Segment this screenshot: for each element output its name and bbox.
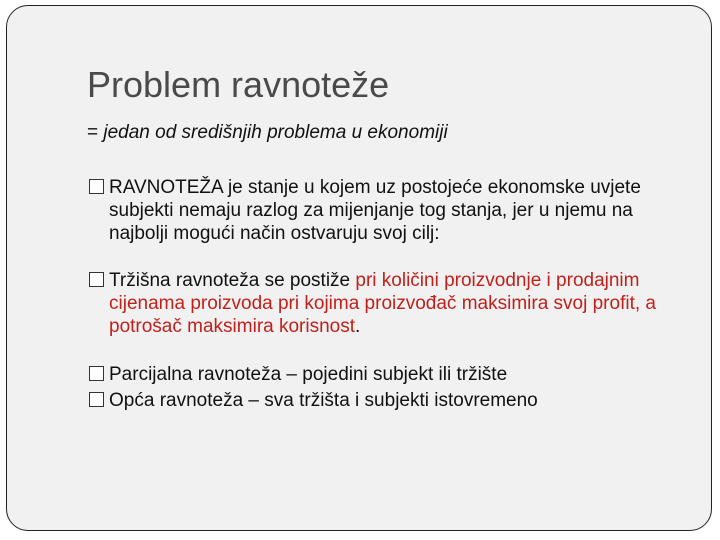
bullet-item xyxy=(89,176,689,245)
checkbox-square-icon xyxy=(89,179,104,194)
slide-title: Problem ravnoteže xyxy=(87,64,390,105)
bullet-list xyxy=(89,176,689,412)
bullet-text: Parcijalna ravnoteža – pojedini subjekt ili tržište xyxy=(109,364,508,385)
bullet-text-highlight: pri količini proizvodnje i prodajnim cijenama proizvoda pri kojima proizvođač maksimira svoj profit, a potrošač maksimira korisnost xyxy=(109,270,656,337)
bullet-text-end: . xyxy=(355,316,361,337)
bullet-item xyxy=(89,269,689,338)
checkbox-square-icon xyxy=(89,366,104,381)
checkbox-square-icon xyxy=(89,392,104,407)
subtitle-prefix: = xyxy=(87,122,104,143)
bullet-item xyxy=(89,363,689,386)
bullet-item xyxy=(89,389,689,412)
slide-subtitle xyxy=(87,122,448,144)
subtitle-text: jedan od središnjih problema u ekonomiji xyxy=(103,122,448,143)
bullet-text: Tržišna ravnoteža se postiže xyxy=(109,270,356,291)
bullet-text: RAVNOTEŽA je stanje u kojem uz postojeće ekonomske uvjete subjekti nemaju razlog za mijenjanje tog stanja, jer u njemu na najbolji mogući način ostvaruju svoj cilj: xyxy=(109,177,641,244)
bullet-text: Opća ravnoteža – sva tržišta i subjekti istovremeno xyxy=(109,390,538,411)
slide xyxy=(6,5,712,531)
checkbox-square-icon xyxy=(89,272,104,287)
